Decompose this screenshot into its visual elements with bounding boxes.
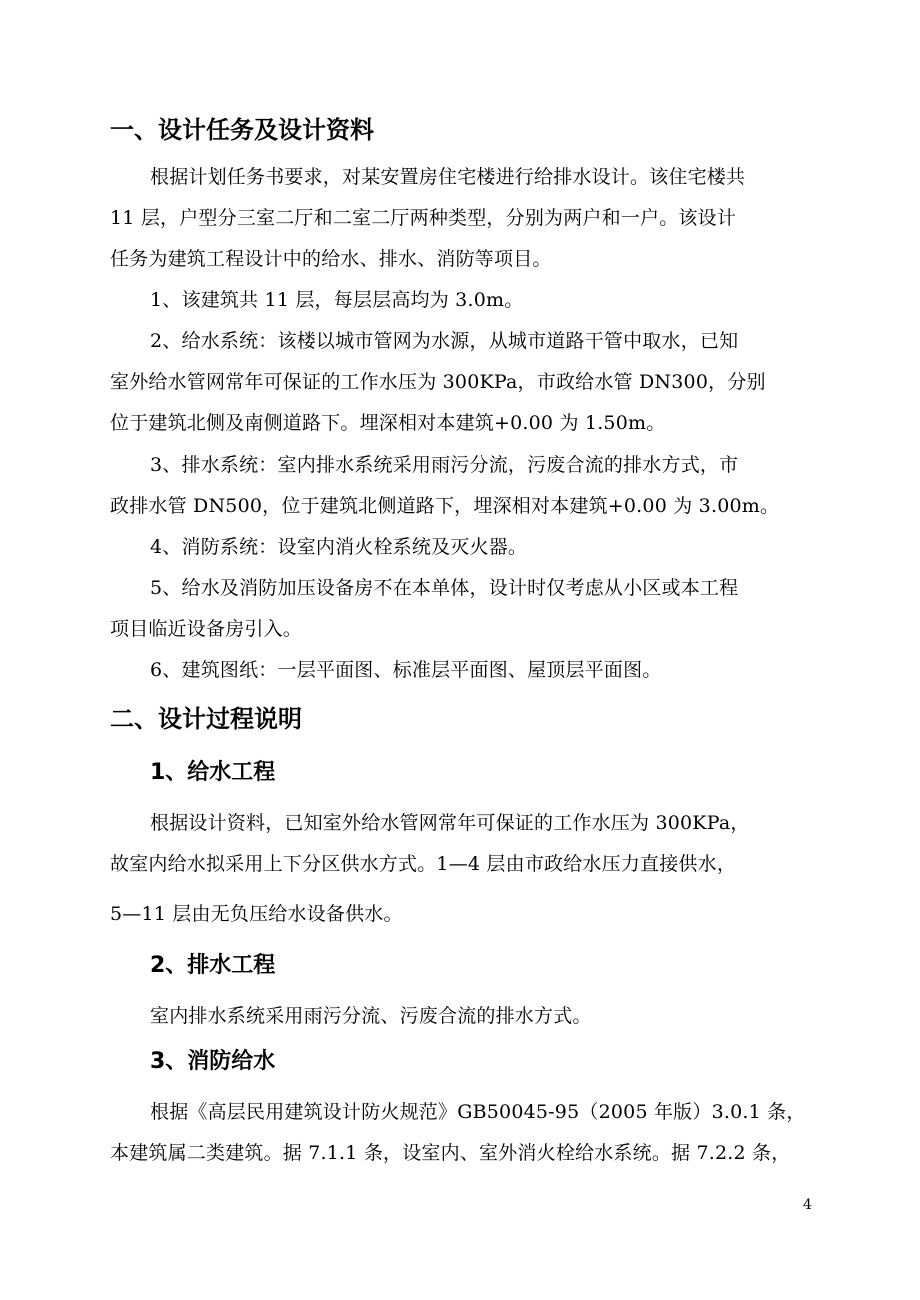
item-3-line-2: 政排水管 DN500，位于建筑北侧道路下，埋深相对本建筑+0.00 为 3.00m。 (110, 495, 780, 517)
subsection-1-heading: 1、给水工程 (150, 760, 276, 785)
section-1-heading: 一、设计任务及设计资料 (110, 116, 374, 144)
sub-3-line-1: 根据《高层民用建筑设计防火规范》GB50045-95（2005 年版）3.0.1 条， (150, 1101, 806, 1123)
subsection-3-heading: 3、消防给水 (150, 1049, 276, 1074)
item-3-line-1: 3、排水系统：室内排水系统采用雨污分流，污废合流的排水方式，市 (150, 454, 739, 476)
section-2-heading: 二、设计过程说明 (110, 705, 302, 733)
sub-3-line-2: 本建筑属二类建筑。据 7.1.1 条，设室内、室外消火栓给水系统。据 7.2.2 条， (110, 1142, 791, 1164)
page-number: 4 (803, 1197, 812, 1213)
intro-line-1: 根据计划任务书要求，对某安置房住宅楼进行给排水设计。该住宅楼共 (150, 166, 746, 188)
intro-line-3: 任务为建筑工程设计中的给水、排水、消防等项目。 (110, 248, 552, 270)
item-6-line-1: 6、建筑图纸：一层平面图、标准层平面图、屋顶层平面图。 (150, 659, 662, 681)
sub-1-line-2: 故室内给水拟采用上下分区供水方式。1—4 层由市政给水压力直接供水， (110, 853, 737, 875)
item-2-line-2: 室外给水管网常年可保证的工作水压为 300KPa，市政给水管 DN300，分别 (110, 371, 766, 393)
item-1-line-1: 1、该建筑共 11 层，每层层高均为 3.0m。 (150, 289, 524, 311)
item-4-line-1: 4、消防系统：设室内消火栓系统及灭火器。 (150, 536, 528, 558)
subsection-2-heading: 2、排水工程 (150, 953, 276, 978)
item-2-line-1: 2、给水系统：该楼以城市管网为水源，从城市道路干管中取水，已知 (150, 330, 739, 352)
item-5-line-2: 项目临近设备房引入。 (110, 618, 303, 640)
item-5-line-1: 5、给水及消防加压设备房不在本单体，设计时仅考虑从小区或本工程 (150, 577, 739, 599)
sub-1-line-1: 根据设计资料，已知室外给水管网常年可保证的工作水压为 300KPa， (150, 812, 750, 834)
intro-line-2: 11 层，户型分三室二厅和二室二厅两种类型，分别为两户和一户。该设计 (110, 207, 737, 229)
item-2-line-3: 位于建筑北侧及南侧道路下。埋深相对本建筑+0.00 为 1.50m。 (110, 412, 666, 434)
sub-1-line-3: 5—11 层由无负压给水设备供水。 (110, 903, 403, 925)
sub-2-line-1: 室内排水系统采用雨污分流、污废合流的排水方式。 (150, 1005, 592, 1027)
